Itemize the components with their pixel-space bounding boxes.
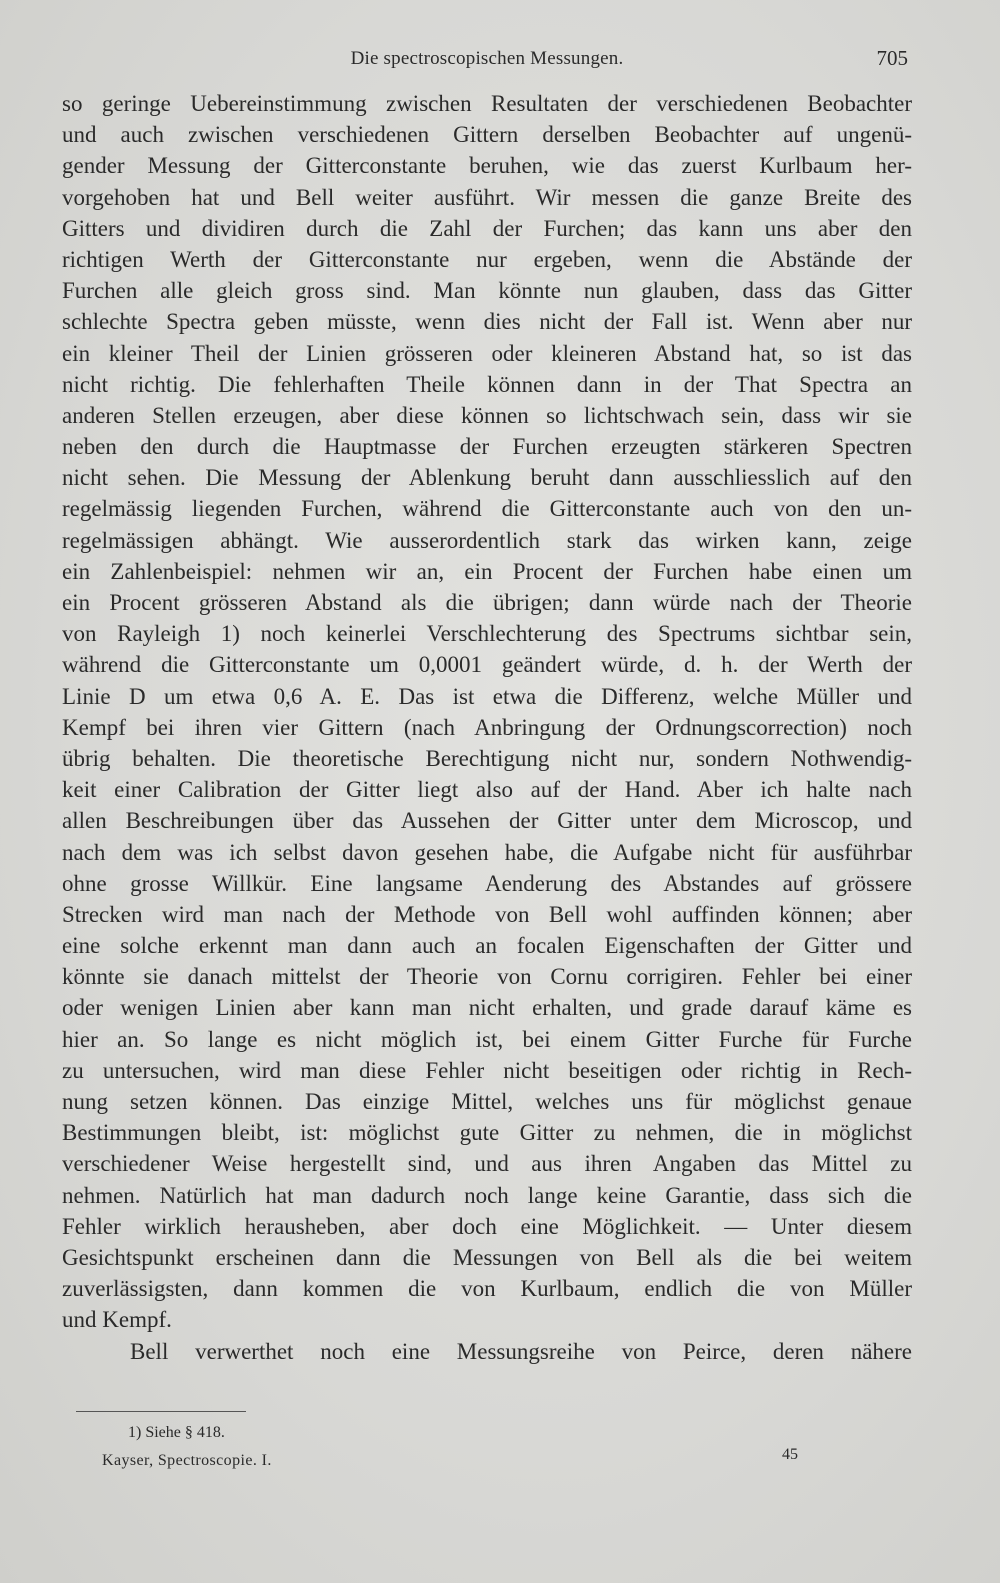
text-line: oder wenigen Linien aber kann man nicht erhalten, und grade darauf käme es: [62, 995, 912, 1021]
text-line-paragraph-start: Bell verwerthet noch eine Messungsreihe von Peirce, deren nähere: [130, 1338, 912, 1364]
text-line: keit einer Calibration der Gitter liegt also auf der Hand. Aber ich halte nach: [62, 777, 912, 803]
text-line: und auch zwischen verschiedenen Gittern derselben Beobachter auf ungenü-: [62, 122, 912, 148]
text-line: allen Beschreibungen über das Aussehen der Gitter unter dem Microscop, und: [62, 808, 912, 834]
text-line: Bestimmungen bleibt, ist: möglichst gute Gitter zu nehmen, die in möglichst: [62, 1120, 912, 1146]
text-line: schlechte Spectra geben müsste, wenn dies nicht der Fall ist. Wenn aber nur: [62, 309, 912, 335]
text-line: ein Zahlenbeispiel: nehmen wir an, ein Procent der Furchen habe einen um: [62, 558, 912, 584]
text-line: während die Gitterconstante um 0,0001 geändert würde, d. h. der Werth der: [62, 652, 912, 678]
text-line: Gesichtspunkt erscheinen dann die Messungen von Bell als die bei weitem: [62, 1244, 912, 1270]
text-line: nach dem was ich selbst davon gesehen habe, die Aufgabe nicht für ausführbar: [62, 839, 912, 865]
text-line: so geringe Uebereinstimmung zwischen Resultaten der verschiedenen Beobachter: [62, 91, 912, 116]
text-line: zuverlässigsten, dann kommen die von Kurlbaum, endlich die von Müller: [62, 1276, 912, 1302]
text-line: Fehler wirklich herausheben, aber doch eine Möglichkeit. — Unter diesem: [62, 1213, 912, 1239]
text-line: ohne grosse Willkür. Eine langsame Aenderung des Abstandes auf grössere: [62, 870, 912, 896]
text-line: verschiedener Weise hergestellt sind, und aus ihren Angaben das Mittel zu: [62, 1151, 912, 1177]
text-line: neben den durch die Hauptmasse der Furchen erzeugten stärkeren Spectren: [62, 434, 912, 460]
text-line: Linie D um etwa 0,6 A. E. Das ist etwa die Differenz, welche Müller und: [62, 683, 912, 709]
printer-signature: Kayser, Spectroscopie. I.: [102, 1452, 272, 1469]
text-line: eine solche erkennt man dann auch an focalen Eigenschaften der Gitter und: [62, 933, 912, 959]
footnote: 1) Siehe § 418.: [128, 1424, 225, 1441]
text-line: Kempf bei ihren vier Gittern (nach Anbringung der Ordnungscorrection) noch: [62, 714, 912, 740]
text-line: anderen Stellen erzeugen, aber diese können so lichtschwach sein, dass wir sie: [62, 402, 912, 428]
text-line: zu untersuchen, wird man diese Fehler nicht beseitigen oder richtig in Rech-: [62, 1057, 912, 1083]
text-line: regelmässigen abhängt. Wie ausserordentlich stark das wirken kann, zeige: [62, 527, 912, 553]
signature-number: 45: [782, 1446, 798, 1463]
text-line: regelmässig liegenden Furchen, während die Gitterconstante auch von den un-: [62, 496, 912, 522]
page-number: 705: [876, 46, 908, 70]
text-line: hier an. So lange es nicht möglich ist, bei einem Gitter Furche für Furche: [62, 1026, 912, 1052]
text-line: ein kleiner Theil der Linien grösseren oder kleineren Abstand hat, so ist das: [62, 340, 912, 366]
text-line: könnte sie danach mittelst der Theorie von Cornu corrigiren. Fehler bei einer: [62, 964, 912, 990]
text-line: ein Procent grösseren Abstand als die übrigen; dann würde nach der Theorie: [62, 590, 912, 615]
text-line: übrig behalten. Die theoretische Berechtigung nicht nur, sondern Nothwendig-: [62, 745, 912, 771]
text-line: Strecken wird man nach der Methode von Bell wohl auffinden können; aber: [62, 901, 912, 927]
running-title: Die spectroscopischen Messungen.: [350, 48, 624, 69]
running-header: [66, 46, 908, 76]
text-line: vorgehoben hat und Bell weiter ausführt. Wir messen die ganze Breite des: [62, 184, 912, 210]
text-line: Gitters und dividiren durch die Zahl der Furchen; das kann uns aber den: [62, 215, 912, 241]
text-line: von Rayleigh 1) noch keinerlei Verschlechterung des Spectrums sichtbar sein,: [62, 621, 912, 647]
text-line: nehmen. Natürlich hat man dadurch noch lange keine Garantie, dass sich die: [62, 1182, 912, 1208]
text-line: nicht sehen. Die Messung der Ablenkung beruht dann ausschliesslich auf den: [62, 465, 912, 491]
text-line-paragraph-end: und Kempf.: [62, 1307, 172, 1333]
body-text: [62, 88, 912, 1367]
text-line: richtigen Werth der Gitterconstante nur ergeben, wenn die Abstände der: [62, 246, 912, 272]
text-line: gender Messung der Gitterconstante beruhen, wie das zuerst Kurlbaum her-: [62, 153, 912, 179]
text-line: Furchen alle gleich gross sind. Man könnte nun glauben, dass das Gitter: [62, 278, 912, 304]
footnote-rule: [76, 1411, 246, 1412]
text-line: nung setzen können. Das einzige Mittel, welches uns für möglichst genaue: [62, 1089, 912, 1114]
text-line: nicht richtig. Die fehlerhaften Theile können dann in der That Spectra an: [62, 371, 912, 397]
